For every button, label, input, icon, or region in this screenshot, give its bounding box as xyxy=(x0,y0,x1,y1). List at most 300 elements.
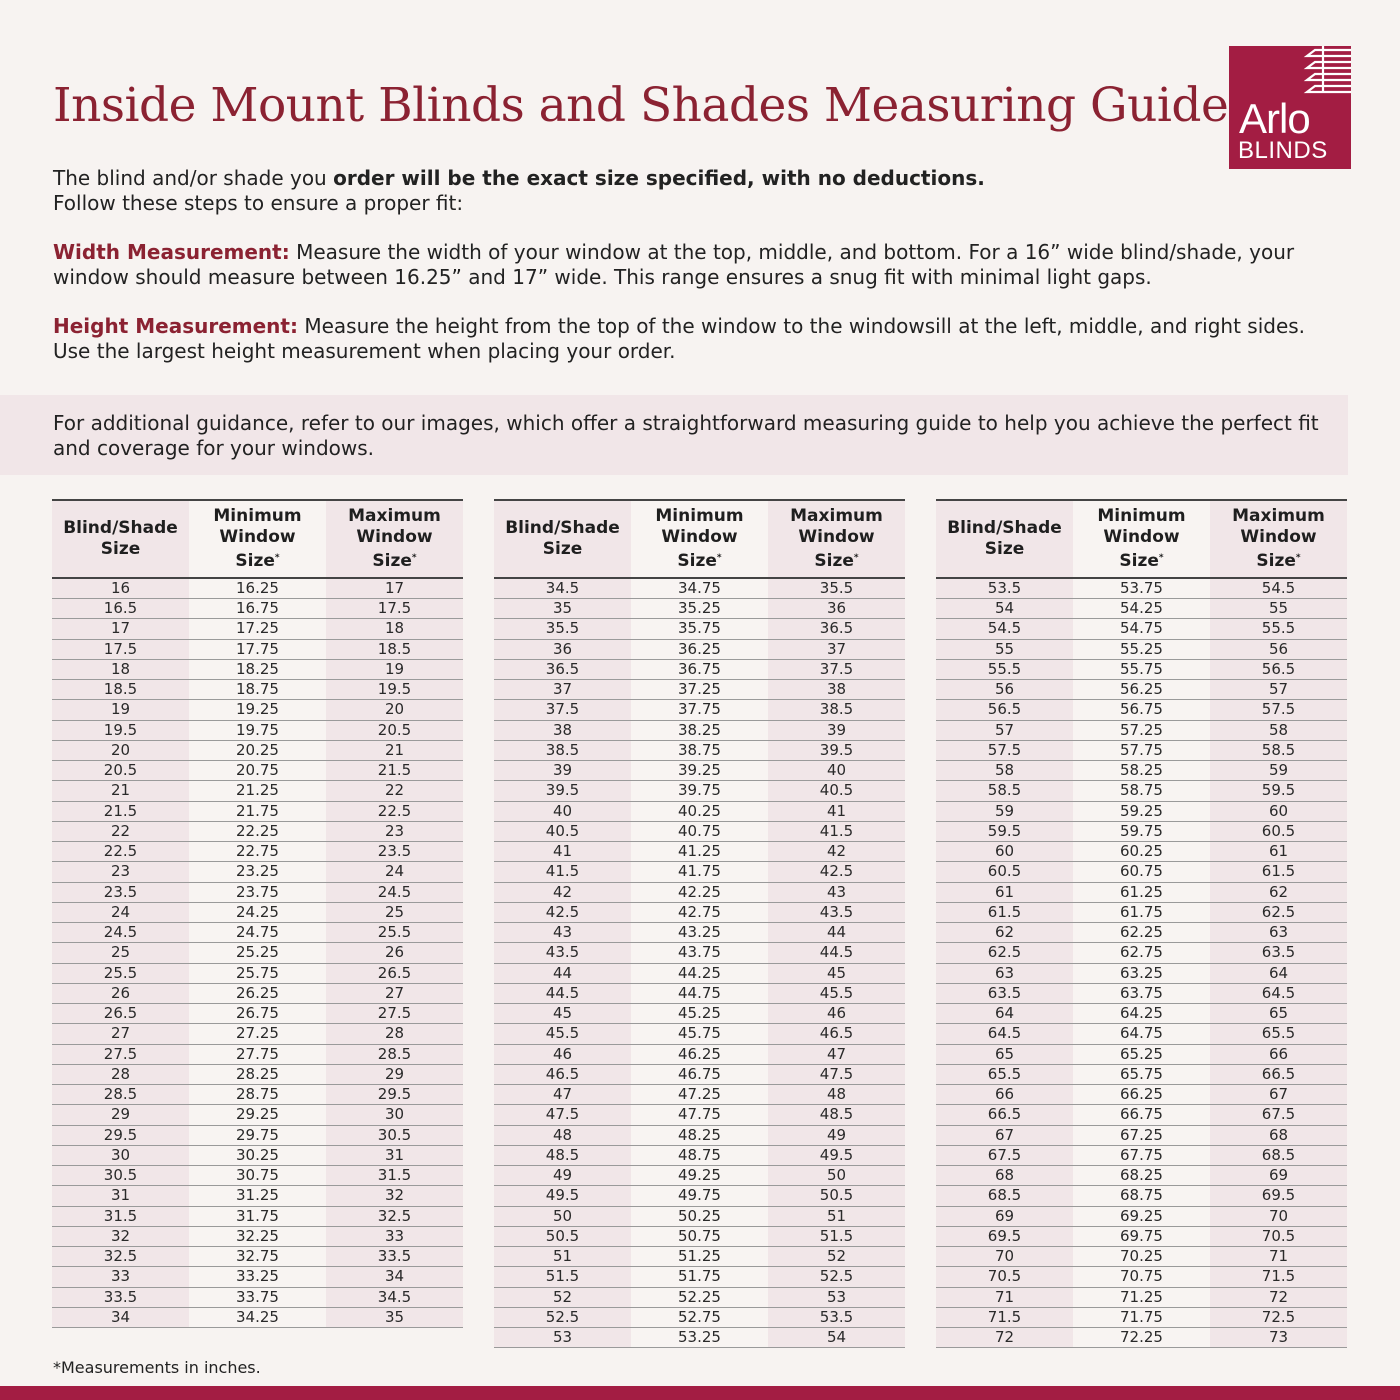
min-window-cell: 18.25 xyxy=(189,659,326,679)
blind-size-cell: 68 xyxy=(936,1166,1073,1186)
blind-size-cell: 44.5 xyxy=(494,983,631,1003)
min-window-cell: 49.75 xyxy=(631,1186,768,1206)
max-window-cell: 57.5 xyxy=(1210,700,1347,720)
table-row xyxy=(494,680,905,700)
table-row xyxy=(494,659,905,679)
max-window-cell: 71 xyxy=(1210,1247,1347,1267)
max-window-cell: 63.5 xyxy=(1210,943,1347,963)
table-row xyxy=(936,983,1347,1003)
min-window-cell: 21.75 xyxy=(189,801,326,821)
blind-size-cell: 37.5 xyxy=(494,700,631,720)
max-window-cell: 47 xyxy=(768,1044,905,1064)
min-window-cell: 25.75 xyxy=(189,963,326,983)
blind-size-cell: 34.5 xyxy=(494,578,631,599)
blind-size-cell: 59 xyxy=(936,801,1073,821)
size-table-2 xyxy=(494,499,905,1348)
blind-size-cell: 17.5 xyxy=(52,639,189,659)
min-window-cell: 35.75 xyxy=(631,619,768,639)
blind-size-cell: 36 xyxy=(494,639,631,659)
min-window-cell: 41.75 xyxy=(631,862,768,882)
blind-size-cell: 50 xyxy=(494,1206,631,1226)
max-window-cell: 56 xyxy=(1210,639,1347,659)
blind-size-cell: 60 xyxy=(936,842,1073,862)
blind-size-cell: 64.5 xyxy=(936,1024,1073,1044)
table-row xyxy=(936,639,1347,659)
table-row xyxy=(494,801,905,821)
blind-size-cell: 38.5 xyxy=(494,740,631,760)
max-window-cell: 52.5 xyxy=(768,1267,905,1287)
table-row xyxy=(936,1166,1347,1186)
table-row xyxy=(494,821,905,841)
min-window-cell: 70.75 xyxy=(1073,1267,1210,1287)
min-window-cell: 31.75 xyxy=(189,1206,326,1226)
blind-size-cell: 65 xyxy=(936,1044,1073,1064)
blind-size-cell: 26.5 xyxy=(52,1004,189,1024)
min-window-cell: 35.25 xyxy=(631,599,768,619)
min-window-cell: 42.25 xyxy=(631,882,768,902)
max-window-cell: 68.5 xyxy=(1210,1145,1347,1165)
blind-size-cell: 46.5 xyxy=(494,1064,631,1084)
max-window-cell: 29 xyxy=(326,1064,463,1084)
max-window-cell: 68 xyxy=(1210,1125,1347,1145)
blind-size-cell: 24.5 xyxy=(52,923,189,943)
max-window-cell: 35 xyxy=(326,1307,463,1327)
min-window-cell: 34.75 xyxy=(631,578,768,599)
height-measurement-section xyxy=(53,314,1343,364)
blind-size-cell: 16.5 xyxy=(52,599,189,619)
header-min-window: Minimum Window Size* xyxy=(189,500,326,578)
blind-size-cell: 30 xyxy=(52,1145,189,1165)
blind-size-cell: 46 xyxy=(494,1044,631,1064)
max-window-cell: 66 xyxy=(1210,1044,1347,1064)
min-window-cell: 46.25 xyxy=(631,1044,768,1064)
blind-size-cell: 23.5 xyxy=(52,882,189,902)
table-row xyxy=(936,1125,1347,1145)
table-row xyxy=(494,1247,905,1267)
table-row xyxy=(936,1105,1347,1125)
max-window-cell: 54.5 xyxy=(1210,578,1347,599)
blind-size-cell: 50.5 xyxy=(494,1226,631,1246)
blind-size-cell: 39.5 xyxy=(494,781,631,801)
max-window-cell: 17.5 xyxy=(326,599,463,619)
max-window-cell: 20.5 xyxy=(326,720,463,740)
table-row xyxy=(494,761,905,781)
blind-size-cell: 72 xyxy=(936,1328,1073,1348)
blind-size-cell: 42.5 xyxy=(494,902,631,922)
blind-size-cell: 56 xyxy=(936,680,1073,700)
table-row xyxy=(52,1287,463,1307)
blind-size-cell: 52 xyxy=(494,1287,631,1307)
blind-size-cell: 23 xyxy=(52,862,189,882)
header-max-window: Maximum Window Size* xyxy=(326,500,463,578)
max-window-cell: 23 xyxy=(326,821,463,841)
blind-size-cell: 36.5 xyxy=(494,659,631,679)
min-window-cell: 16.25 xyxy=(189,578,326,599)
table-row xyxy=(494,963,905,983)
table-row xyxy=(936,578,1347,599)
min-window-cell: 30.75 xyxy=(189,1166,326,1186)
table-row xyxy=(936,781,1347,801)
table-row xyxy=(494,1287,905,1307)
min-window-cell: 21.25 xyxy=(189,781,326,801)
min-window-cell: 26.25 xyxy=(189,983,326,1003)
table-row xyxy=(494,1044,905,1064)
width-label: Width Measurement: xyxy=(53,240,290,264)
size-table-1 xyxy=(52,499,463,1328)
blind-size-cell: 27 xyxy=(52,1024,189,1044)
table-row xyxy=(494,923,905,943)
min-window-cell: 48.75 xyxy=(631,1145,768,1165)
max-window-cell: 19 xyxy=(326,659,463,679)
blind-size-cell: 68.5 xyxy=(936,1186,1073,1206)
max-window-cell: 42 xyxy=(768,842,905,862)
min-window-cell: 53.25 xyxy=(631,1328,768,1348)
logo-wordmark-blinds: BLINDS xyxy=(1238,137,1328,164)
min-window-cell: 18.75 xyxy=(189,680,326,700)
height-text: Measure the height from the top of the window to the windowsill at the left, middle, and right sides. Use the largest height measurement when placing your order. xyxy=(53,314,1306,363)
max-window-cell: 37.5 xyxy=(768,659,905,679)
table-row xyxy=(936,801,1347,821)
table-row xyxy=(52,761,463,781)
table-row xyxy=(936,1247,1347,1267)
max-window-cell: 36 xyxy=(768,599,905,619)
max-window-cell: 36.5 xyxy=(768,619,905,639)
max-window-cell: 72 xyxy=(1210,1287,1347,1307)
table-row xyxy=(936,659,1347,679)
table-row xyxy=(494,1024,905,1044)
blind-size-cell: 55.5 xyxy=(936,659,1073,679)
arlo-blinds-logo xyxy=(1229,46,1351,169)
blind-size-cell: 31 xyxy=(52,1186,189,1206)
table-header-row xyxy=(936,500,1347,578)
blind-size-cell: 63.5 xyxy=(936,983,1073,1003)
blind-size-cell: 71.5 xyxy=(936,1307,1073,1327)
max-window-cell: 56.5 xyxy=(1210,659,1347,679)
table-row xyxy=(52,1267,463,1287)
max-window-cell: 34 xyxy=(326,1267,463,1287)
table-row xyxy=(494,1186,905,1206)
blind-size-cell: 25.5 xyxy=(52,963,189,983)
max-window-cell: 20 xyxy=(326,700,463,720)
max-window-cell: 32.5 xyxy=(326,1206,463,1226)
blind-size-cell: 16 xyxy=(52,578,189,599)
max-window-cell: 40 xyxy=(768,761,905,781)
min-window-cell: 43.75 xyxy=(631,943,768,963)
max-window-cell: 28 xyxy=(326,1024,463,1044)
guidance-band xyxy=(0,395,1348,475)
max-window-cell: 55 xyxy=(1210,599,1347,619)
min-window-cell: 17.25 xyxy=(189,619,326,639)
blind-size-cell: 35 xyxy=(494,599,631,619)
header-max-window: Maximum Window Size* xyxy=(768,500,905,578)
table-row xyxy=(52,923,463,943)
min-window-cell: 43.25 xyxy=(631,923,768,943)
min-window-cell: 45.25 xyxy=(631,1004,768,1024)
blind-size-cell: 27.5 xyxy=(52,1044,189,1064)
max-window-cell: 51 xyxy=(768,1206,905,1226)
height-label: Height Measurement: xyxy=(53,314,298,338)
max-window-cell: 64.5 xyxy=(1210,983,1347,1003)
table-row xyxy=(936,943,1347,963)
max-window-cell: 53 xyxy=(768,1287,905,1307)
blind-size-cell: 41 xyxy=(494,842,631,862)
min-window-cell: 68.25 xyxy=(1073,1166,1210,1186)
min-window-cell: 56.75 xyxy=(1073,700,1210,720)
max-window-cell: 62.5 xyxy=(1210,902,1347,922)
table-row xyxy=(936,1064,1347,1084)
max-window-cell: 25.5 xyxy=(326,923,463,943)
min-window-cell: 48.25 xyxy=(631,1125,768,1145)
max-window-cell: 52 xyxy=(768,1247,905,1267)
max-window-cell: 38 xyxy=(768,680,905,700)
max-window-cell: 66.5 xyxy=(1210,1064,1347,1084)
blind-size-cell: 32.5 xyxy=(52,1247,189,1267)
blind-size-cell: 70 xyxy=(936,1247,1073,1267)
table-row xyxy=(494,740,905,760)
blind-size-cell: 69.5 xyxy=(936,1226,1073,1246)
max-window-cell: 49 xyxy=(768,1125,905,1145)
blind-size-cell: 41.5 xyxy=(494,862,631,882)
blind-size-cell: 54.5 xyxy=(936,619,1073,639)
table-row xyxy=(936,1267,1347,1287)
table-row xyxy=(936,842,1347,862)
max-window-cell: 31 xyxy=(326,1145,463,1165)
blind-size-cell: 53 xyxy=(494,1328,631,1348)
min-window-cell: 32.75 xyxy=(189,1247,326,1267)
max-window-cell: 43 xyxy=(768,882,905,902)
max-window-cell: 27.5 xyxy=(326,1004,463,1024)
table-row xyxy=(936,902,1347,922)
max-window-cell: 59 xyxy=(1210,761,1347,781)
max-window-cell: 53.5 xyxy=(768,1307,905,1327)
max-window-cell: 37 xyxy=(768,639,905,659)
intro-prefix: The blind and/or shade you xyxy=(53,166,334,190)
table-row xyxy=(494,1004,905,1024)
table-row xyxy=(494,619,905,639)
table-row xyxy=(52,680,463,700)
min-window-cell: 38.75 xyxy=(631,740,768,760)
table-row xyxy=(494,1206,905,1226)
max-window-cell: 39.5 xyxy=(768,740,905,760)
table-row xyxy=(494,1085,905,1105)
max-window-cell: 44 xyxy=(768,923,905,943)
table-row xyxy=(52,599,463,619)
max-window-cell: 38.5 xyxy=(768,700,905,720)
max-window-cell: 58 xyxy=(1210,720,1347,740)
max-window-cell: 71.5 xyxy=(1210,1267,1347,1287)
bottom-brand-bar xyxy=(0,1386,1400,1400)
max-window-cell: 72.5 xyxy=(1210,1307,1347,1327)
min-window-cell: 19.75 xyxy=(189,720,326,740)
min-window-cell: 65.75 xyxy=(1073,1064,1210,1084)
min-window-cell: 16.75 xyxy=(189,599,326,619)
blind-size-cell: 24 xyxy=(52,902,189,922)
min-window-cell: 59.25 xyxy=(1073,801,1210,821)
min-window-cell: 44.25 xyxy=(631,963,768,983)
max-window-cell: 70.5 xyxy=(1210,1226,1347,1246)
table-row xyxy=(52,639,463,659)
min-window-cell: 50.25 xyxy=(631,1206,768,1226)
blind-size-cell: 62.5 xyxy=(936,943,1073,963)
min-window-cell: 46.75 xyxy=(631,1064,768,1084)
table-row xyxy=(936,680,1347,700)
table-row xyxy=(936,1226,1347,1246)
min-window-cell: 52.75 xyxy=(631,1307,768,1327)
blind-size-cell: 18 xyxy=(52,659,189,679)
header-blind-size: Blind/Shade Size xyxy=(52,500,189,578)
max-window-cell: 46 xyxy=(768,1004,905,1024)
min-window-cell: 23.75 xyxy=(189,882,326,902)
blind-size-cell: 48 xyxy=(494,1125,631,1145)
blind-size-cell: 37 xyxy=(494,680,631,700)
min-window-cell: 36.25 xyxy=(631,639,768,659)
blind-size-cell: 62 xyxy=(936,923,1073,943)
table-row xyxy=(52,943,463,963)
table-row xyxy=(494,599,905,619)
blind-size-cell: 29 xyxy=(52,1105,189,1125)
min-window-cell: 61.75 xyxy=(1073,902,1210,922)
max-window-cell: 30.5 xyxy=(326,1125,463,1145)
min-window-cell: 65.25 xyxy=(1073,1044,1210,1064)
max-window-cell: 19.5 xyxy=(326,680,463,700)
max-window-cell: 33 xyxy=(326,1226,463,1246)
table-row xyxy=(494,842,905,862)
blind-size-cell: 54 xyxy=(936,599,1073,619)
min-window-cell: 20.25 xyxy=(189,740,326,760)
min-window-cell: 51.25 xyxy=(631,1247,768,1267)
table-row xyxy=(936,1044,1347,1064)
max-window-cell: 23.5 xyxy=(326,842,463,862)
min-window-cell: 28.25 xyxy=(189,1064,326,1084)
blind-size-cell: 48.5 xyxy=(494,1145,631,1165)
min-window-cell: 55.25 xyxy=(1073,639,1210,659)
min-window-cell: 38.25 xyxy=(631,720,768,740)
table-row xyxy=(936,720,1347,740)
table-row xyxy=(494,700,905,720)
min-window-cell: 29.25 xyxy=(189,1105,326,1125)
blind-size-cell: 57.5 xyxy=(936,740,1073,760)
table-row xyxy=(936,619,1347,639)
max-window-cell: 73 xyxy=(1210,1328,1347,1348)
table-row xyxy=(52,842,463,862)
min-window-cell: 40.25 xyxy=(631,801,768,821)
blind-size-cell: 31.5 xyxy=(52,1206,189,1226)
table-row xyxy=(494,1166,905,1186)
blind-size-cell: 45.5 xyxy=(494,1024,631,1044)
max-window-cell: 26 xyxy=(326,943,463,963)
table-row xyxy=(936,1186,1347,1206)
max-window-cell: 43.5 xyxy=(768,902,905,922)
blind-size-cell: 20 xyxy=(52,740,189,760)
min-window-cell: 44.75 xyxy=(631,983,768,1003)
table-row xyxy=(494,578,905,599)
min-window-cell: 47.25 xyxy=(631,1085,768,1105)
blind-size-cell: 21.5 xyxy=(52,801,189,821)
max-window-cell: 63 xyxy=(1210,923,1347,943)
min-window-cell: 67.25 xyxy=(1073,1125,1210,1145)
table-row xyxy=(52,619,463,639)
max-window-cell: 58.5 xyxy=(1210,740,1347,760)
blind-size-cell: 59.5 xyxy=(936,821,1073,841)
blind-size-cell: 26 xyxy=(52,983,189,1003)
max-window-cell: 55.5 xyxy=(1210,619,1347,639)
max-window-cell: 61.5 xyxy=(1210,862,1347,882)
max-window-cell: 61 xyxy=(1210,842,1347,862)
width-measurement-section xyxy=(53,240,1343,290)
header-min-window: Minimum Window Size* xyxy=(1073,500,1210,578)
intro-line2: Follow these steps to ensure a proper fit: xyxy=(53,191,464,215)
min-window-cell: 60.25 xyxy=(1073,842,1210,862)
blind-size-cell: 40 xyxy=(494,801,631,821)
max-window-cell: 22 xyxy=(326,781,463,801)
max-window-cell: 24.5 xyxy=(326,882,463,902)
min-window-cell: 61.25 xyxy=(1073,882,1210,902)
blind-size-cell: 56.5 xyxy=(936,700,1073,720)
max-window-cell: 67.5 xyxy=(1210,1105,1347,1125)
table-row xyxy=(936,1206,1347,1226)
blind-size-cell: 67.5 xyxy=(936,1145,1073,1165)
table-row xyxy=(52,1206,463,1226)
min-window-cell: 27.25 xyxy=(189,1024,326,1044)
max-window-cell: 44.5 xyxy=(768,943,905,963)
min-window-cell: 19.25 xyxy=(189,700,326,720)
min-window-cell: 62.25 xyxy=(1073,923,1210,943)
table-row xyxy=(52,781,463,801)
blind-size-cell: 32 xyxy=(52,1226,189,1246)
table-row xyxy=(936,1004,1347,1024)
table-row xyxy=(494,1145,905,1165)
min-window-cell: 66.25 xyxy=(1073,1085,1210,1105)
blind-size-cell: 49 xyxy=(494,1166,631,1186)
blind-size-cell: 22 xyxy=(52,821,189,841)
min-window-cell: 51.75 xyxy=(631,1267,768,1287)
max-window-cell: 41 xyxy=(768,801,905,821)
min-window-cell: 47.75 xyxy=(631,1105,768,1125)
min-window-cell: 36.75 xyxy=(631,659,768,679)
header-blind-size: Blind/Shade Size xyxy=(936,500,1073,578)
table-row xyxy=(494,1267,905,1287)
min-window-cell: 20.75 xyxy=(189,761,326,781)
blind-size-cell: 19.5 xyxy=(52,720,189,740)
blind-size-cell: 61.5 xyxy=(936,902,1073,922)
blind-size-cell: 49.5 xyxy=(494,1186,631,1206)
table-row xyxy=(494,720,905,740)
intro-bold: order will be the exact size specified, with no deductions. xyxy=(333,166,985,190)
blind-size-cell: 33.5 xyxy=(52,1287,189,1307)
min-window-cell: 34.25 xyxy=(189,1307,326,1327)
table-row xyxy=(494,1125,905,1145)
blind-size-cell: 42 xyxy=(494,882,631,902)
table-row xyxy=(936,882,1347,902)
table-header-row xyxy=(52,500,463,578)
min-window-cell: 69.25 xyxy=(1073,1206,1210,1226)
blinds-slats-icon xyxy=(1301,46,1351,94)
blind-size-cell: 61 xyxy=(936,882,1073,902)
table-row xyxy=(494,1226,905,1246)
min-window-cell: 39.25 xyxy=(631,761,768,781)
blind-size-cell: 30.5 xyxy=(52,1166,189,1186)
blind-size-cell: 20.5 xyxy=(52,761,189,781)
blind-size-cell: 66.5 xyxy=(936,1105,1073,1125)
min-window-cell: 68.75 xyxy=(1073,1186,1210,1206)
table-row xyxy=(494,882,905,902)
min-window-cell: 59.75 xyxy=(1073,821,1210,841)
table-row xyxy=(936,1328,1347,1348)
max-window-cell: 24 xyxy=(326,862,463,882)
logo-wordmark-arlo: Arlo xyxy=(1239,95,1310,142)
min-window-cell: 26.75 xyxy=(189,1004,326,1024)
max-window-cell: 50.5 xyxy=(768,1186,905,1206)
